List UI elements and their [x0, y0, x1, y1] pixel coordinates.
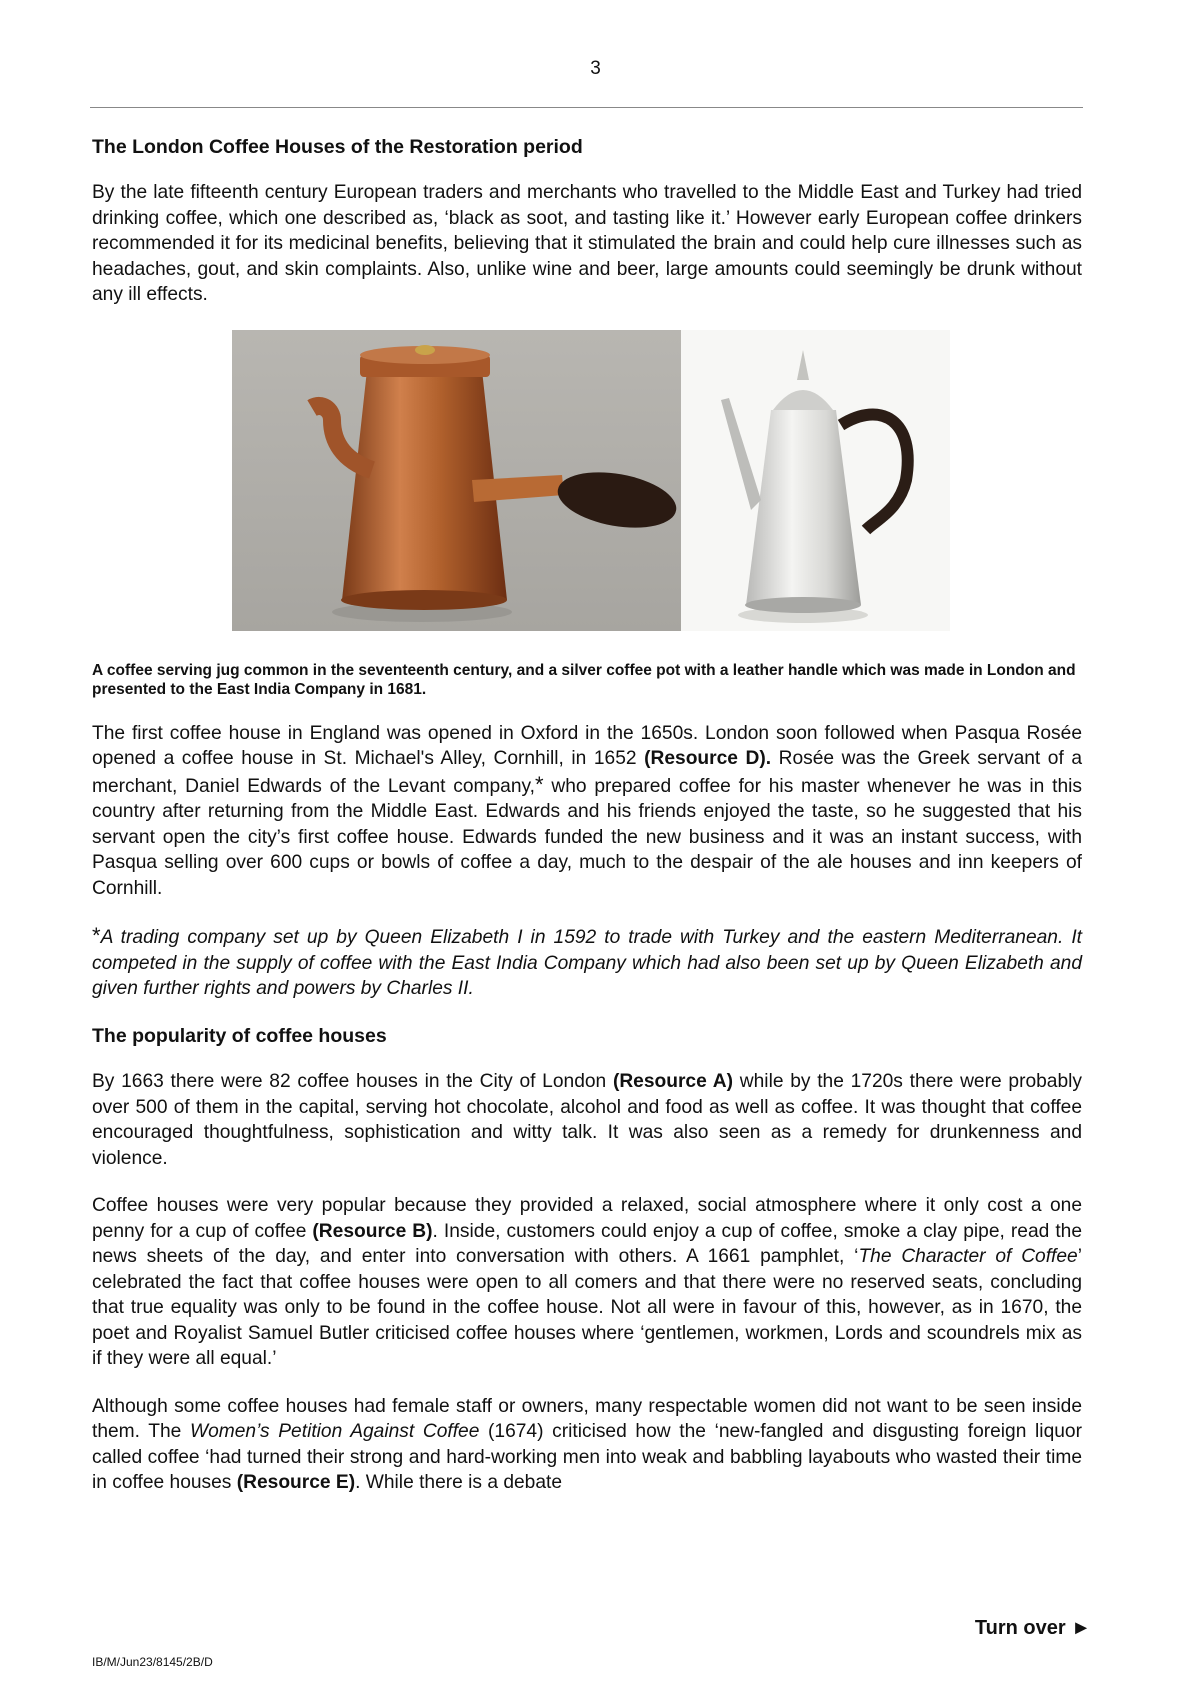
footnote-marker: * [535, 771, 544, 797]
pamphlet-title: The Character of Coffee [858, 1246, 1078, 1268]
footnote-text: A trading company set up by Queen Elizabeth I in 1592 to trade with Turkey and the eastern Mediterranean. It competed in the supply of coffee with the East India Company which had also been set up by Queen Elizabeth and given further rights and powers by Charles II. [92, 927, 1082, 1000]
para-text: Although some coffee houses had female staff or owners, many respectable women did not want to be seen inside them. The [92, 1395, 1082, 1443]
turn-over-label: Turn over ► [974, 1617, 1091, 1639]
petition-title: Women’s Petition Against Coffee [190, 1421, 480, 1443]
womens-petition-paragraph [92, 1394, 1082, 1496]
page-number: 3 [590, 58, 601, 79]
intro-paragraph: By the late fifteenth century European traders and merchants who travelled to the Middle East and Turkey had tried drinking coffee, which one described as, ‘black as soot, and tasting like it.’ However early European coffee drinkers recommended it for its medicinal benefits, believing that it stimulated the brain and could help cure illnesses such as headaches, gout, and skin complaints. Also, unlike wine and beer, large amounts could seemingly be drunk without any ill effects. [92, 182, 1082, 306]
para-text: . Inside, customers could enjoy a cup of coffee, smoke a clay pipe, read the news sheets of the day, and enter into conversation with others. A 1661 pamphlet, ‘ [92, 1220, 1082, 1268]
para-text: (1674) criticised how the ‘new-fangled and disgusting foreign liquor called coffee ‘had turned their strong and hard-working men into weak and babbling layabouts who wasted their time in coffee houses [92, 1421, 1082, 1494]
resource-e-reference: (Resource E) [236, 1472, 356, 1494]
para-text: who prepared coffee for his master whenever he was in this country after returning from the Middle East. Edwards and his friends enjoyed the taste, so he suggested that his servant open the city’s first coffee house. Edwards funded the new business and it was an instant success, with Pasqua selling over 600 cups or bowls of coffee a day, much to the despair of the ale houses and inn keepers of Cornhill. [92, 775, 1082, 899]
coffee-house-count-paragraph [92, 1069, 1082, 1171]
section-heading-restoration: The London Coffee Houses of the Restoration period [92, 136, 583, 158]
para-text: Coffee houses were very popular because they provided a relaxed, social atmosphere where it only cost a one penny for a cup of coffee [92, 1195, 1082, 1242]
coffee-pots-figure [232, 330, 950, 631]
resource-d-reference: (Resource D). [644, 748, 772, 770]
para-text: The first coffee house in England was opened in Oxford in the 1650s. London soon followed when Pasqua Rosée opened a coffee house in St. Michael's Alley, Cornhill, in 1652 [92, 722, 1082, 770]
resource-a-reference: (Resource A) [612, 1071, 734, 1093]
para-text: Rosée was the Greek servant of a merchant, Daniel Edwards of the Levant company, [92, 748, 1083, 797]
header-rule [90, 107, 1083, 108]
paper-reference-code: IB/M/Jun23/8145/2B/D [92, 1655, 213, 1669]
levant-company-footnote [92, 923, 1082, 1002]
silver-coffee-pot-photo [681, 330, 950, 631]
main-content [92, 135, 1082, 1518]
resource-b-reference: (Resource B) [312, 1220, 433, 1242]
copper-coffee-jug-photo [232, 330, 681, 631]
first-coffee-house-paragraph [92, 721, 1082, 902]
section-heading-popularity: The popularity of coffee houses [92, 1024, 387, 1047]
para-text: ’ celebrated the fact that coffee houses were open to all comers and that there were no reserved seats, concluding that true equality was only to be found in the coffee house. Not all were in favour of this, however, as in 1670, the poet and Royalist Samuel Butler criticised coffee houses where ‘gentlemen, workmen, Lords and scoundrels mix as if they were all equal.’ [92, 1246, 1082, 1370]
para-text: . While there is a debate [355, 1472, 563, 1494]
figure-caption: A coffee serving jug common in the seventeenth century, and a silver coffee pot with a leather handle which was made in London and presented to the East India Company in 1681. [92, 661, 1076, 698]
footnote-marker: * [92, 923, 101, 949]
social-atmosphere-paragraph [92, 1193, 1082, 1372]
para-text: while by the 1720s there were probably over 500 of them in the capital, serving hot chocolate, alcohol and food as well as coffee. It was thought that coffee encouraged thoughtfulness, sophistication and witty talk. It was also seen as a remedy for drunkenness and violence. [92, 1071, 1082, 1169]
para-text: By 1663 there were 82 coffee houses in the City of London [92, 1071, 613, 1093]
